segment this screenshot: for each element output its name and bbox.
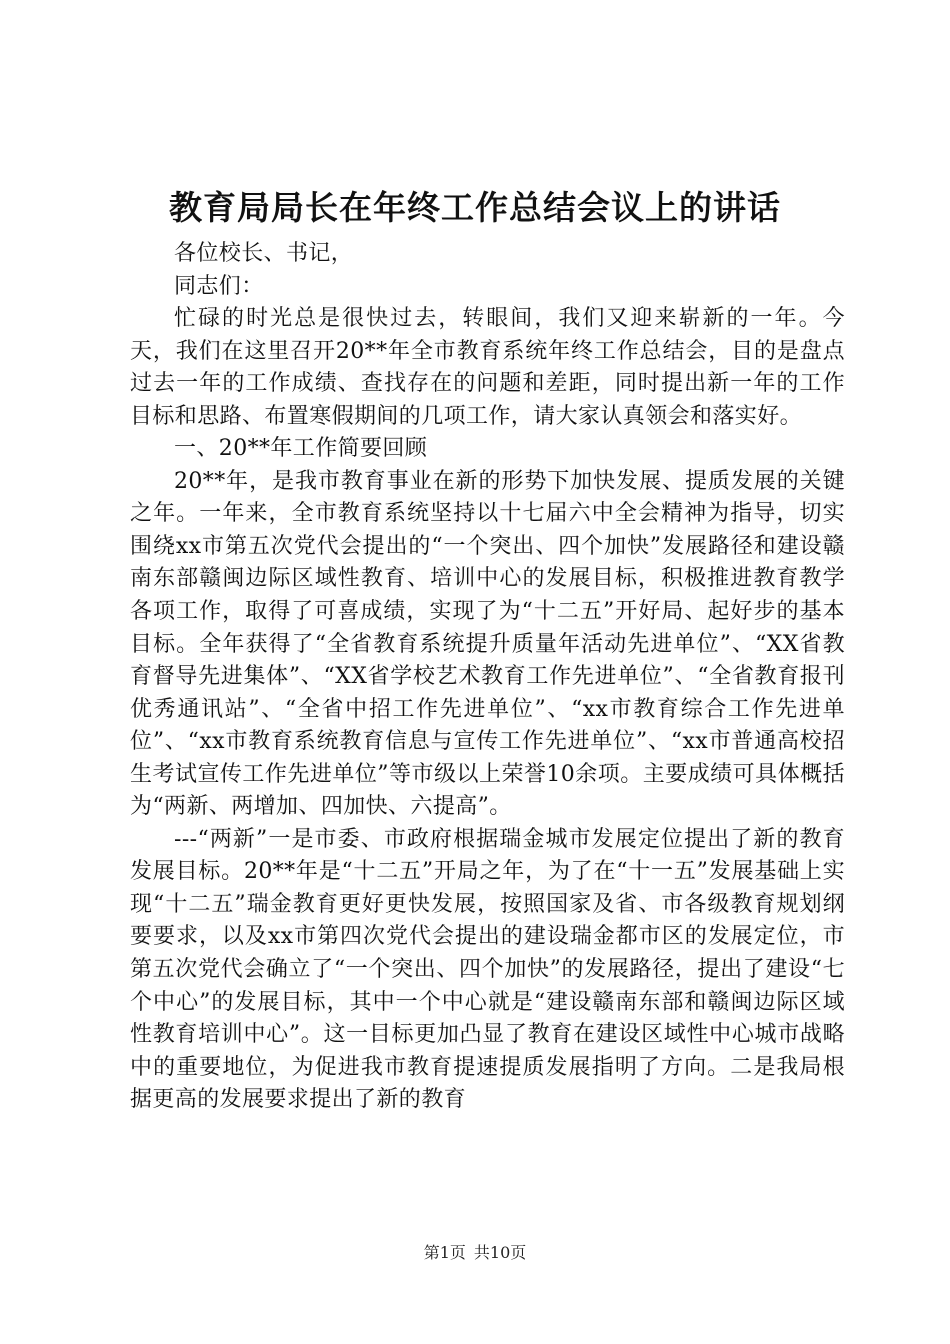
salutation-line-1: 各位校长、书记， (174, 241, 354, 266)
review-paragraph: 20**年，是我市教育事业在新的形势下加快发展、提质发展的关键之年。一年来，全市教育系统坚持以十七届六中全会精神为指导，切实围绕xx市第五次党代会提出的“一个突出、四个加快”发展路径和建设赣南东部赣闽边际区域性教育、培训中心的发展目标，积极推进教育教学各项工作，取得了可喜成绩，实现了为“十二五”开好局、起好步的基本目标。全年获得了“全省教育系统提升质量年活动先进单位”、“XX省教育督导先进集体”、“XX省学校艺术教育工作先进单位”、“全省教育报刊优秀通讯站”、“全省中招工作先进单位”、“xx市教育综合工作先进单位”、“xx市教育系统教育信息与宣传工作先进单位”、“xx市普通高校招生考试宣传工作先进单位”等市级以上荣誉10余项。主要成绩可具体概括为“两新、两增加、四加快、六提高”。 (130, 468, 845, 820)
page-number: 第1页 (423, 1243, 466, 1262)
section-heading: 一、20**年工作简要回顾 (174, 436, 428, 462)
page-total: 共10页 (473, 1243, 527, 1262)
document-title: 教育局局长在年终工作总结会议上的讲话 (169, 188, 781, 227)
document-body (130, 238, 845, 1117)
page-footer (0, 1243, 950, 1263)
salutation-line-2: 同志们： (174, 273, 264, 299)
two-new-paragraph: ---“两新”一是市委、市政府根据瑞金城市发展定位提出了新的教育发展目标。20**年是“十二五”开局之年，为了在“十一五”发展基础上实现“十二五”瑞金教育更好更快发展，按照国家及省、市各级教育规划纲要要求，以及xx市第四次党代会提出的建设瑞金都市区的发展定位，市第五次党代会确立了“一个突出、四个加快”的发展路径，提出了建设“七个中心”的发展目标，其中一个中心就是“建设赣南东部和赣闽边际区域性教育培训中心”。这一目标更加凸显了教育在建设区域性中心城市战略中的重要地位，为促进我市教育提速提质发展指明了方向。二是我局根据更高的发展要求提出了新的教育 (130, 826, 845, 1113)
opening-paragraph: 忙碌的时光总是很快过去，转眼间，我们又迎来崭新的一年。今天，我们在这里召开20**年全市教育系统年终工作总结会，目的是盘点过去一年的工作成绩、查找存在的问题和差距，同时提出新一年的工作目标和思路、布置寒假期间的几项工作，请大家认真领会和落实好。 (130, 306, 845, 429)
